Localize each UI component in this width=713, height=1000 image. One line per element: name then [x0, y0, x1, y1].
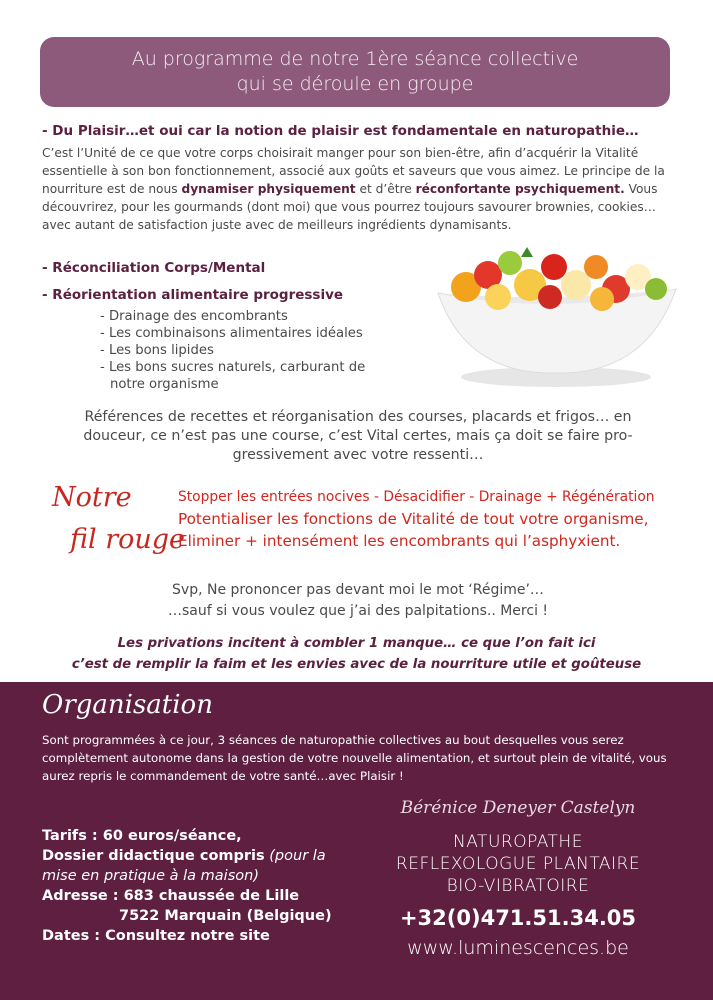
list-item: - Les bons sucres naturels, carburant de [100, 360, 366, 375]
dossier-note-b: mise en pratique à la maison) [42, 868, 259, 884]
reconciliation-heading: - Réconciliation Corps/Mental [42, 260, 266, 276]
website-link[interactable]: www.luminescences.be [407, 937, 629, 959]
plaisir-text-c: Vous découvrirez, pour les gourmands (dont moi) que vous pourrez toujours savourer brownies, cookies… avec autant de satisfaction juste avec de meilleurs ingrédients dynamisants. [42, 182, 658, 232]
list-item: - Drainage des encombrants [100, 309, 288, 324]
reorientation-list [100, 308, 400, 393]
dates: Dates : Consultez notre site [42, 928, 270, 944]
list-item: - Les bons lipides [100, 343, 214, 358]
svp-line-1: Svp, Ne prononcer pas devant moi le mot ‘Régime’… [172, 582, 544, 598]
practical-info [42, 826, 362, 946]
organisation-section [0, 682, 713, 1000]
fil-rouge-line-3: Eliminer + intensément les encombrants qui l’asphyxient. [178, 532, 621, 550]
banner-line-2: qui se déroule en groupe [236, 73, 474, 95]
adresse-line-2: 7522 Marquain (Belgique) [119, 908, 332, 924]
profession-2: REFLEXOLOGUE PLANTAIRE [395, 854, 641, 874]
banner-line-1: Au programme de notre 1ère séance collective [131, 48, 579, 70]
dossier: Dossier didactique compris [42, 848, 265, 864]
organisation-text: Sont programmées à ce jour, 3 séances de naturopathie collectives au bout desquelles vous serez complètement autonome dans la gestion de votre nouvelle alimentation, et surtout plein de vitalité, vous aurez repris le commandement de votre santé…avec Plaisir ! [42, 733, 667, 783]
references-line-3: gressivement avec votre ressenti… [232, 447, 484, 463]
fil-rouge-lines [178, 487, 655, 552]
svp-note [40, 580, 676, 622]
dossier-note-a: (pour la [264, 848, 326, 864]
plaisir-bold-2: réconfortante psychiquement. [415, 182, 625, 196]
phone-number[interactable]: +32(0)471.51.34.05 [399, 906, 637, 930]
references-paragraph [40, 408, 676, 465]
tarifs: Tarifs : 60 euros/séance, [42, 828, 242, 844]
references-line-1: Références de recettes et réorganisation des courses, placards et frigos… en [84, 409, 632, 425]
list-item: - Les combinaisons alimentaires idéales [100, 326, 363, 341]
privations-line-2: c’est de remplir la faim et les envies avec de la nourriture utile et goûteuse [71, 657, 642, 672]
svp-line-2: …sauf si vous voulez que j’ai des palpitations.. Merci ! [167, 603, 549, 619]
privations-line-1: Les privations incitent à combler 1 manque… ce que l’on fait ici [117, 636, 596, 651]
plaisir-text-a: C’est l’Unité de ce que votre corps choisirait manger pour son bien-être, afin d’acquérir la Vitalité essentielle à son bon fonctionnement, associé aux goûts et saveurs que vous aimez. Le principe de la nourriture est de nous [42, 146, 665, 196]
references-line-2: douceur, ce n’est pas une course, c’est Vital certes, mais ça doit se faire pro- [83, 428, 633, 444]
organisation-title: Organisation [42, 690, 213, 720]
fil-rouge-line-1: Stopper les entrées nocives - Désacidifier - Drainage + Régénération [178, 489, 655, 505]
profession-1: NATUROPATHE [453, 832, 583, 852]
fil-rouge-title-2: fil rouge [70, 524, 186, 555]
plaisir-text-b: et d’être [355, 182, 416, 196]
reorientation-heading: - Réorientation alimentaire progressive [42, 287, 344, 303]
signature: Bérénice Deneyer Castelyn [400, 798, 636, 818]
plaisir-heading: - Du Plaisir…et oui car la notion de plaisir est fondamentale en naturopathie… [42, 123, 639, 139]
privations-quote [20, 633, 693, 675]
profession-3: BIO-VIBRATOIRE [446, 876, 590, 896]
header-banner [40, 37, 670, 107]
plaisir-bold-1: dynamiser physiquement [181, 182, 356, 196]
plaisir-paragraph [42, 144, 678, 234]
fil-rouge-line-2: Potentialiser les fonctions de Vitalité de tout votre organisme, [178, 510, 649, 528]
fruit-salad-image [426, 245, 686, 391]
list-item: notre organisme [110, 377, 219, 392]
contact-block [368, 795, 668, 963]
adresse-line-1: Adresse : 683 chaussée de Lille [42, 888, 300, 904]
fil-rouge-title-1: Notre [52, 482, 132, 513]
